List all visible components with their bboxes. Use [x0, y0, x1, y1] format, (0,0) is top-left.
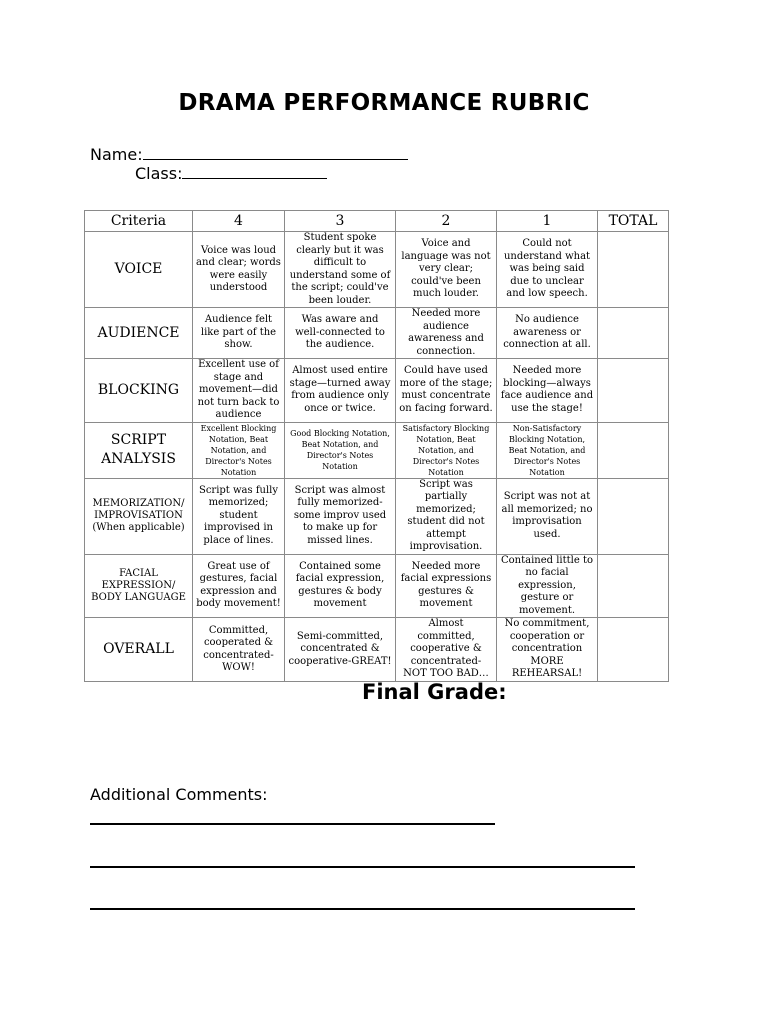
comment-line[interactable]	[90, 866, 635, 868]
score-4-cell: Voice was loud and clear; words were easily understood	[193, 232, 285, 308]
name-label: Name:	[90, 145, 143, 164]
score-3-cell: Semi-committed, concentrated & cooperative-GREAT!	[285, 618, 396, 682]
final-grade-label: Final Grade:	[362, 680, 507, 704]
total-cell[interactable]	[598, 359, 669, 423]
score-2-cell: Needed more facial expressions gestures & movement	[396, 554, 497, 618]
score-4-cell: Script was fully memorized; student improvised in place of lines.	[193, 478, 285, 554]
table-row	[85, 618, 669, 682]
score-3-cell: Good Blocking Notation, Beat Notation, and Director's Notes Notation	[285, 422, 396, 478]
total-cell[interactable]	[598, 618, 669, 682]
score-2-cell: Satisfactory Blocking Notation, Beat Notation, and Director's Notes Notation	[396, 422, 497, 478]
total-cell[interactable]	[598, 422, 669, 478]
score-1-cell: Could not understand what was being said due to unclear and low speech.	[497, 232, 598, 308]
header-criteria: Criteria	[85, 211, 193, 232]
score-3-cell: Was aware and well-connected to the audience.	[285, 308, 396, 359]
additional-comments-label: Additional Comments:	[90, 785, 268, 804]
header-row	[85, 211, 669, 232]
header-total: TOTAL	[598, 211, 669, 232]
class-blank-line[interactable]	[182, 164, 327, 179]
score-1-cell: Script was not at all memorized; no improvisation used.	[497, 478, 598, 554]
table-row	[85, 554, 669, 618]
score-3-cell: Contained some facial expression, gestures & body movement	[285, 554, 396, 618]
criteria-cell: SCRIPT ANALYSIS	[85, 422, 193, 478]
comment-line[interactable]	[90, 823, 495, 825]
score-1-cell: No commitment, cooperation or concentration MORE REHEARSAL!	[497, 618, 598, 682]
header-score-2: 2	[396, 211, 497, 232]
header-score-4: 4	[193, 211, 285, 232]
header-score-1: 1	[497, 211, 598, 232]
score-1-cell: Needed more blocking—always face audience and use the stage!	[497, 359, 598, 423]
score-3-cell: Student spoke clearly but it was difficult to understand some of the script; could've been louder.	[285, 232, 396, 308]
score-4-cell: Excellent Blocking Notation, Beat Notation, and Director's Notes Notation	[193, 422, 285, 478]
total-cell[interactable]	[598, 554, 669, 618]
score-2-cell: Script was partially memorized; student did not attempt improvisation.	[396, 478, 497, 554]
criteria-cell: VOICE	[85, 232, 193, 308]
class-label: Class:	[135, 164, 183, 183]
total-cell[interactable]	[598, 478, 669, 554]
score-2-cell: Almost committed, cooperative & concentrated-NOT TOO BAD…	[396, 618, 497, 682]
score-1-cell: Non-Satisfactory Blocking Notation, Beat Notation, and Director's Notes Notation	[497, 422, 598, 478]
criteria-cell: MEMORIZATION/ IMPROVISATION (When applicable)	[85, 478, 193, 554]
name-blank-line[interactable]	[143, 145, 408, 160]
score-4-cell: Audience felt like part of the show.	[193, 308, 285, 359]
score-2-cell: Voice and language was not very clear; could've been much louder.	[396, 232, 497, 308]
score-1-cell: Contained little to no facial expression, gesture or movement.	[497, 554, 598, 618]
comment-line[interactable]	[90, 908, 635, 910]
header-score-3: 3	[285, 211, 396, 232]
score-2-cell: Needed more audience awareness and connection.	[396, 308, 497, 359]
score-2-cell: Could have used more of the stage; must concentrate on facing forward.	[396, 359, 497, 423]
score-4-cell: Committed, cooperated & concentrated-WOW!	[193, 618, 285, 682]
score-4-cell: Great use of gestures, facial expression and body movement!	[193, 554, 285, 618]
score-3-cell: Script was almost fully memorized-some improv used to make up for missed lines.	[285, 478, 396, 554]
criteria-cell: BLOCKING	[85, 359, 193, 423]
criteria-cell: FACIAL EXPRESSION/ BODY LANGUAGE	[85, 554, 193, 618]
document-title: DRAMA PERFORMANCE RUBRIC	[178, 90, 590, 116]
criteria-cell: AUDIENCE	[85, 308, 193, 359]
score-1-cell: No audience awareness or connection at all.	[497, 308, 598, 359]
class-field	[135, 164, 327, 183]
score-3-cell: Almost used entire stage—turned away from audience only once or twice.	[285, 359, 396, 423]
rubric-table	[84, 210, 669, 682]
score-4-cell: Excellent use of stage and movement—did not turn back to audience	[193, 359, 285, 423]
table-row	[85, 422, 669, 478]
total-cell[interactable]	[598, 232, 669, 308]
criteria-cell: OVERALL	[85, 618, 193, 682]
table-row	[85, 232, 669, 308]
table-row	[85, 308, 669, 359]
table-row	[85, 478, 669, 554]
total-cell[interactable]	[598, 308, 669, 359]
name-field	[90, 145, 408, 164]
table-row	[85, 359, 669, 423]
